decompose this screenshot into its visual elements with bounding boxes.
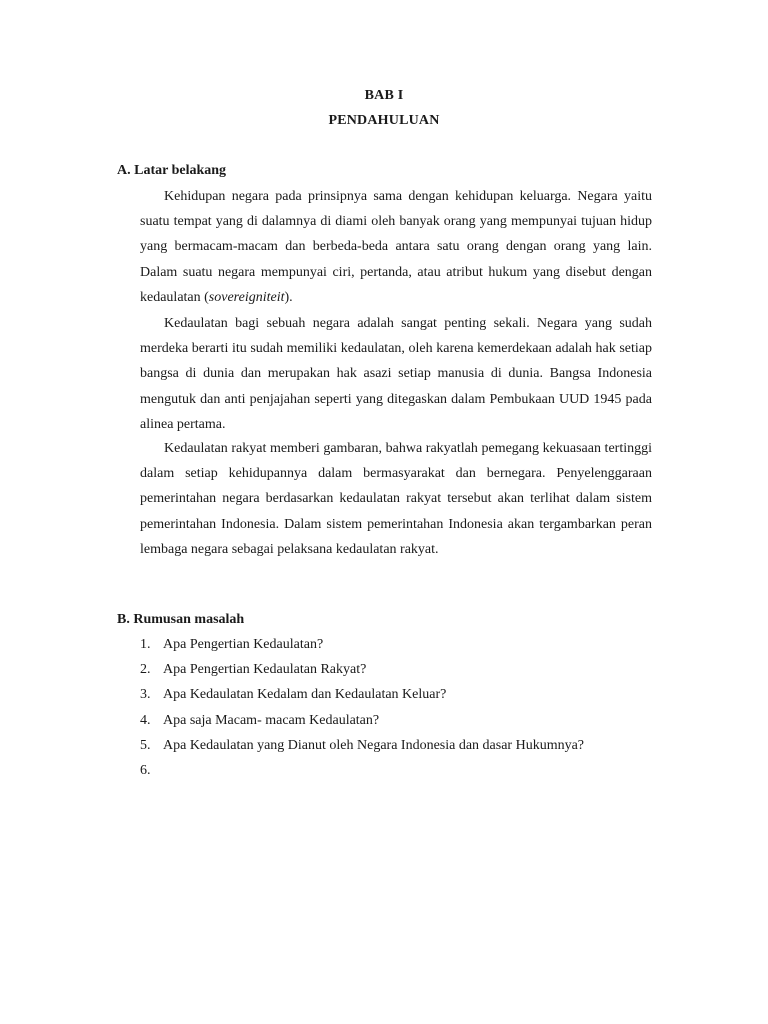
list-item-text: Apa Kedaulatan yang Dianut oleh Negara Indonesia dan dasar Hukumnya? — [163, 737, 585, 753]
list-item-number: 3. — [140, 687, 151, 703]
paragraph-3-text: Kedaulatan rakyat memberi gambaran, bahwa rakyatlah pemegang kekuasaan tertinggi dalam setiap kehidupannya dalam bermasyarakat dan bernegara. Penyelenggaraan pemerintahan negara berdasarkan kedaulatan rakyat tersebut akan terlihat dalam sistem pemerintahan Indonesia. Dalam sistem pemerintahan Indonesia akan tergambarkan peran lembaga negara sebagai pelaksana kedaulatan rakyat. — [140, 441, 652, 557]
section-b-heading: B. Rumusan masalah — [117, 612, 245, 627]
paragraph-1-tail: ). — [284, 289, 293, 305]
chapter-title: PENDAHULUAN — [328, 113, 440, 128]
list-item-text: Apa Pengertian Kedaulatan Rakyat? — [163, 662, 367, 678]
list-item — [140, 733, 700, 758]
problem-list — [140, 632, 700, 783]
list-item — [140, 632, 700, 657]
list-item — [140, 657, 700, 682]
paragraph-1-text: Kehidupan negara pada prinsipnya sama dengan kehidupan keluarga. Negara yaitu suatu tempat yang di dalamnya di diami oleh banyak orang yang mempunyai tujuan hidup yang bermacam-macam dan berbeda-beda antara satu orang dengan orang yang lain. Dalam suatu negara mempunyai ciri, pertanda, atau atribut hukum yang disebut dengan kedaulatan ( — [140, 189, 652, 305]
list-item-text: Apa saja Macam- macam Kedaulatan? — [163, 712, 380, 728]
paragraph-3 — [140, 436, 652, 562]
paragraph-2 — [140, 311, 652, 437]
list-item-text: Apa Pengertian Kedaulatan? — [163, 637, 324, 652]
list-item-text: Apa Kedaulatan Kedalam dan Kedaulatan Keluar? — [163, 687, 447, 703]
paragraph-2-text: Kedaulatan bagi sebuah negara adalah sangat penting sekali. Negara yang sudah merdeka berarti itu sudah memiliki kedaulatan, oleh karena kemerdekaan adalah hak setiap bangsa di dunia dan merupakan hak asazi setiap manusia di dunia. Bangsa Indonesia mengutuk dan anti penjajahan seperti yang ditegaskan dalam Pembukaan UUD 1945 pada alinea pertama. — [140, 316, 652, 432]
list-item-number: 6. — [140, 763, 151, 779]
list-item-number: 1. — [140, 637, 151, 652]
list-item — [140, 758, 700, 783]
list-item-number: 4. — [140, 712, 151, 728]
list-item-number: 5. — [140, 737, 151, 753]
list-item — [140, 682, 700, 707]
list-item-text — [163, 763, 167, 778]
list-item — [140, 708, 700, 733]
chapter-number: BAB I — [364, 88, 404, 103]
section-a-heading: A. Latar belakang — [117, 163, 227, 178]
paragraph-1 — [140, 184, 652, 310]
list-item-number: 2. — [140, 662, 151, 678]
paragraph-1-italic-term: sovereigniteit — [208, 289, 285, 305]
